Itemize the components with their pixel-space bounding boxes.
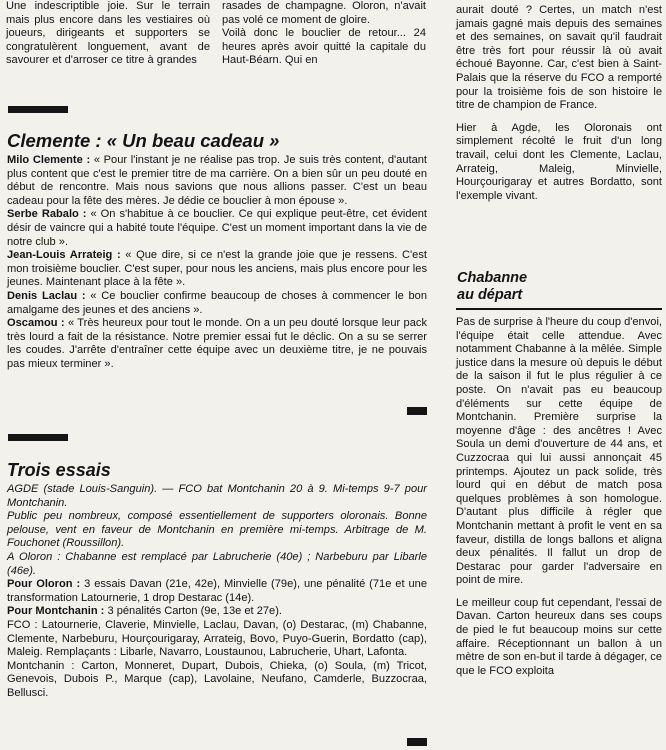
score-label: Pour Montchanin :	[7, 605, 105, 618]
subhead-rule	[456, 308, 662, 310]
subhead	[457, 270, 527, 304]
subhead-line: au départ	[457, 287, 523, 303]
quote-paragraph	[7, 208, 427, 249]
quote-text: « Pour l'instant je ne réalise pas trop. Je suis très content, d'autant plus content que c'est le premier titre de ma carrière. On a bien sûr un peu douté en début de rencontre. Mais nous savions que nous allions passer. C'est un beau cadeau pour la fête des mères. Je dédie ce bouclier à mon épouse ».	[7, 154, 427, 207]
quote-speaker: Denis Laclau :	[7, 289, 86, 302]
match-report	[7, 483, 427, 701]
right-column-lower	[456, 316, 662, 678]
body-text: aurait douté ? Certes, un match n'est jamais gagné mais depuis des semaines et des semaines, on savait qu'il faudrait être très fort pour réussir là où avait échoué Bayonne. Car, c'est bien à Saint-Palais que la réserve du FCO a remporté pour la troisième fois de son histoire le titre de champion de France.	[456, 4, 662, 112]
right-column	[456, 4, 662, 203]
match-info: AGDE (stade Louis-Sanguin). — FCO bat Montchanin 20 à 9. Mi-temps 9-7 pour Montchanin.	[7, 483, 427, 509]
team-fco: FCO : Latournerie, Claverie, Minvielle, Laclau, Davan, (o) Destarac, (m) Chabanne, Clemente, Narbeburu, Hourçourigaray, Arrateig, Bovo, Puyo-Guerin, Bordatto (cap), Maleig. Remplaçants : Libarle, Navarro, Loustaunou, Labrucherie, Uhart, Lafonta.	[7, 618, 427, 659]
match-info: Public peu nombreux, composé essentiellement de supporters oloronais. Bonne pelouse, vent en faveur de Montchanin en première mi-temps. Arbitrage de M. Fouchonet (Roussillon).	[7, 510, 427, 550]
subhead-line: Chabanne	[457, 270, 528, 286]
quote-paragraph	[7, 290, 427, 317]
match-info: A Oloron : Chabanne est remplacé par Labrucherie (40e) ; Narbeburu par Libarle (46e).	[7, 550, 427, 577]
quote-text: « Très heureux pour tout le monde. On a un peu douté lorsque leur pack très lourd a fait de la résistance. Notre premier essai fut le déclic. On a su se serrer les coudes. J'arrête d'entraîner cette équipe avec un deuxième titre, je ne pouvais pas mieux terminer ».	[7, 317, 427, 370]
section-bar	[8, 434, 68, 441]
quote-paragraph	[7, 249, 427, 290]
end-mark	[407, 738, 427, 746]
quote-speaker: Jean-Louis Arrateig :	[7, 249, 121, 262]
end-mark	[407, 407, 427, 415]
team-montchanin: Montchanin : Carton, Monneret, Dupart, Dubois, Chieka, (o) Soula, (m) Tricot, Genevois, Dubois P., Marque (cap), Lavolaine, Neufano, Camderle, Buzzocraa, Bellusci.	[7, 659, 427, 699]
quote-text: « On s'habitue à ce bouclier. Ce qui explique peut-être, cet évident désir de vaincre qui a habité toute l'équipe. C'est un moment important dans la vie de notre club ».	[7, 208, 427, 248]
quote-text: « Ce bouclier confirme beaucoup de choses à commencer le bon amalgame des jeunes et des anciens ».	[7, 289, 427, 316]
score-text: 3 essais Davan (21e, 42e), Minvielle (79e), une pénalité (71e et une transformation Latournerie, 1 drop Destarac (14e).	[7, 578, 427, 604]
score-text: 3 pénalités Carton (9e, 13e et 27e).	[104, 605, 282, 618]
score-oloron	[7, 578, 427, 605]
quote-paragraph	[7, 154, 427, 208]
clemente-headline: Clemente : « Un beau cadeau »	[7, 130, 280, 151]
score-label: Pour Oloron :	[7, 578, 81, 591]
body-text: rasades de champagne. Oloron, n'avait pas volé ce moment de gloire.	[222, 0, 426, 26]
quote-speaker: Oscamou :	[7, 317, 65, 330]
body-text: Voilà donc le bouclier de retour... 24 heures après avoir quitté la capitale du Haut-Béarn. Qui en	[222, 27, 426, 67]
body-text: Une indescriptible joie. Sur le terrain mais plus encore dans les vestiaires où joueurs, dirigeants et supporters se congratulèrent longuement, avant de savourer et d'arroser ce titre à grandes	[6, 0, 210, 67]
quote-paragraph	[7, 317, 427, 371]
article-column-top-1	[6, 0, 210, 68]
body-text: Pas de surprise à l'heure du coup d'envoi, l'équipe était celle attendue. Avec notamment Chabanne à la mêlée. Simple justice dans la mesure où depuis le début de la saison il fut le plus régulier à ce poste. On n'avait pas eu beaucoup d'éléments sur cette équipe de Montchanin. Première surprise la moyenne d'âge : des ancêtres ! Avec Soula un demi d'ouverture de 44 ans, et Cuzzocraa qui lui aussi annonçait 45 printemps. Ajoutez un pack solide, très lourd qui en début de match posa quelques problèmes à son homologue. D'autant plus difficile à régler que Montchanin mettant à profit le vent en sa faveur, distilla de longs ballons et aligna deux pénalités. Il fallut un drop de Destarac pour garder l'adversaire en point de mire.	[456, 316, 662, 587]
quote-speaker: Serbe Rabalo :	[7, 208, 87, 221]
essais-headline: Trois essais	[7, 460, 111, 480]
section-bar	[8, 106, 68, 113]
quotes-block	[7, 154, 427, 372]
body-text: Le meilleur coup fut cependant, l'essai de Davan. Carton heureux dans ses coups de pied le fut beaucoup moins sur cette affaire. Réceptionnant un ballon à un mètre de son en-but il tarde à dégager, ce que le FCO exploita	[456, 596, 662, 677]
article-column-top-2	[222, 0, 426, 68]
quote-speaker: Milo Clemente :	[7, 154, 91, 166]
score-montchanin	[7, 605, 427, 619]
quote-text: « Que dire, si ce n'est la grande joie que je ressens. C'est mon troisième bouclier. C'est super, pour nous les anciens, mais plus encore pour les jeunes. Maintenant place à la fête ».	[7, 249, 427, 289]
body-text: Hier à Agde, les Oloronais ont simplement récolté le fruit d'un long travail, celui dont les Clemente, Laclau, Arrateig, Maleig, Minvielle, Hourçourigaray et autres Bordatto, sont l'exemple vivant.	[456, 121, 662, 202]
